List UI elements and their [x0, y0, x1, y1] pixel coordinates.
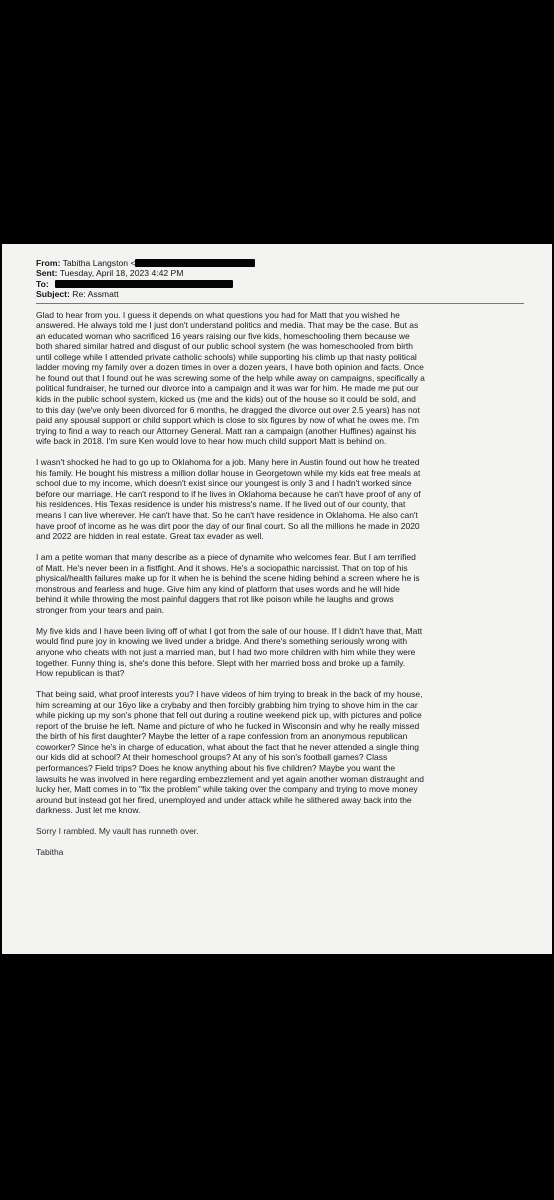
email-body: [36, 310, 528, 816]
email-subject-row: [36, 289, 532, 299]
body-line: I am a petite woman that many describe as a piece of dynamite who welcomes fear. But I am terrified: [36, 552, 416, 563]
body-line: an educated woman who sacrificed 16 years raising our five kids, homeschooling them because we: [36, 330, 410, 341]
email-from-row: [36, 258, 532, 268]
body-line: I wasn't shocked he had to go up to Oklahoma for a job. Many here in Austin found out how he treated: [36, 457, 420, 468]
body-line: both shared similar hatred and disgust of our public school system (he was homeschooled from birth: [36, 341, 414, 352]
body-line: coworker? Since he's in charge of education, what about the fact that he never attended a single thing: [36, 741, 419, 752]
body-line: while picking up my son's phone that fell out during a routine weekend pick up, with pictures and police: [36, 710, 422, 721]
body-line: performances? Field trips? Does he know anything about his five children? Maybe you want the: [36, 762, 396, 773]
signature: Tabitha: [36, 847, 64, 858]
sent-value: Tuesday, April 18, 2023 4:42 PM: [59, 268, 184, 279]
body-line: wife back in 2018. I'm sure Ken would love to hear how much child support Matt is behind on.: [36, 436, 387, 447]
redaction-bar: [135, 259, 255, 267]
body-line: and 2022 are hidden in real estate. Great tax evader as well.: [36, 531, 264, 542]
from-label: From:: [36, 258, 61, 268]
body-paragraph: [36, 310, 528, 447]
body-line: lawsuits he was involved in here regarding embezzlement and yet again another woman distraught and: [36, 773, 424, 784]
body-line: paid any spousal support or child support which is close to six figures by now of what he owes me. I'm: [36, 415, 419, 426]
body-paragraph: [36, 552, 528, 615]
body-line: have proof of income as he was dirt poor the day of our final court. So all the millions he made in 2020: [36, 520, 420, 531]
redaction-bar: [55, 280, 233, 288]
body-line: That being said, what proof interests you? I have videos of him trying to break in the back of my house,: [36, 689, 423, 700]
body-line: anyone who cheats with not just a married man, but I had two more children with him while they were: [36, 646, 416, 657]
body-line: until college while I attended private catholic schools) while supporting his climb up that nasty political: [36, 351, 417, 362]
body-line: behind it while throwing the most painful daggers that rot like poison while he laughs and grows: [36, 594, 394, 605]
body-line: stronger from your tears and pain.: [36, 604, 165, 615]
body-line: means I can live wherever. He can't have that. So he can't have residence in Oklahoma. He also can't: [36, 509, 418, 520]
body-line: before our marriage. He can't respond to if he lives in Oklahoma because he can't have proof of any of: [36, 488, 421, 499]
body-line: Glad to hear from you. I guess it depends on what questions you had for Matt that you wished he: [36, 309, 400, 320]
sent-label: Sent:: [36, 268, 58, 279]
body-line: him screaming at our 16yo like a crybaby and then forcibly grabbing him trying to shove him in the car: [36, 699, 418, 710]
body-line: physical/health failures make up for it when he is behind the scene hiding behind a screen where he is: [36, 573, 420, 584]
body-line: lucky her, Matt comes in to "fix the problem" while taking over the company and trying to move money: [36, 784, 418, 795]
email-to-row: [36, 279, 532, 289]
body-line: darkness. Just let me know.: [36, 805, 141, 816]
body-line: his residences. His Texas residence is under his mistress's name. If he lived out of our county, that: [36, 499, 406, 510]
email-sent-row: [36, 268, 532, 278]
body-line: he found out that I found out he was screwing some of the help while away on campaigns, specifically a: [36, 372, 425, 383]
body-line: school due to my income, which doesn't exist since our youngest is only 3 and I hadn't worked since: [36, 478, 412, 489]
body-line: trying to find a way to reach our Attorney General. Matt ran a campaign (another Huffines) against his: [36, 425, 417, 436]
body-line: our kids did at school? At their homeschool groups? At any of his son's football games? Class: [36, 752, 388, 763]
to-label: To:: [36, 278, 49, 289]
body-line: the birth of his first daughter? Maybe the letter of a rape confession from an anonymous republican: [36, 731, 408, 742]
body-line: together. Funny thing is, she's done this before. Slept with her married boss and broke up a family.: [36, 657, 406, 668]
body-line: of Matt. He's never been in a fistfight. And it shows. He's a sociopathic narcissist. That on top of his: [36, 562, 408, 573]
body-line: answered. He always told me I just don't understand politics and media. That may be the case. But as: [36, 320, 419, 331]
email-content: [36, 258, 532, 858]
body-line: monstrous and fearless and huge. Give him any kind of platform that uses words and he will hide: [36, 583, 400, 594]
body-paragraph: [36, 689, 528, 816]
closing-line: Sorry I rambled. My vault has runneth over.: [36, 826, 199, 837]
body-line: kids in the public school system, kicked us (me and the kids) out of the house so it could be sold, and: [36, 394, 416, 404]
from-value: Tabitha Langston <: [62, 258, 136, 268]
subject-label: Subject:: [36, 289, 70, 300]
subject-value: Re: Assmatt: [72, 289, 119, 300]
body-line: to this day (we've only been divorced for 6 months, he dragged the divorce out over 2.5 years) has not: [36, 404, 420, 415]
body-line: around but instead got her fired, unemployed and under attack while he slithered away back into the: [36, 794, 412, 805]
body-line: My five kids and I have been living off of what I got from the sale of our house. If I didn't have that, Matt: [36, 625, 423, 636]
body-line: would find pure joy in knowing we lived under a bridge. And there's something seriously wrong with: [36, 636, 408, 647]
header-divider: [36, 303, 524, 304]
printed-email-page: [2, 244, 552, 954]
body-line: How republican is that?: [36, 668, 125, 679]
body-line: ladder moving my family over a dozen times in over a dozen years, I have both opinion and facts. Once: [36, 362, 424, 373]
body-line: report of the bruise he left. Name and picture of who he fucked in Wisconsin and why he really missed: [36, 720, 420, 731]
body-line: political fundraiser, he turned our divorce into a campaign and it was war for him. He made me put our: [36, 383, 419, 394]
body-paragraph: [36, 457, 528, 541]
body-paragraph: [36, 626, 528, 679]
body-line: his family. He bought his mistress a million dollar house in Georgetown while my kids eat free meals at: [36, 467, 421, 478]
